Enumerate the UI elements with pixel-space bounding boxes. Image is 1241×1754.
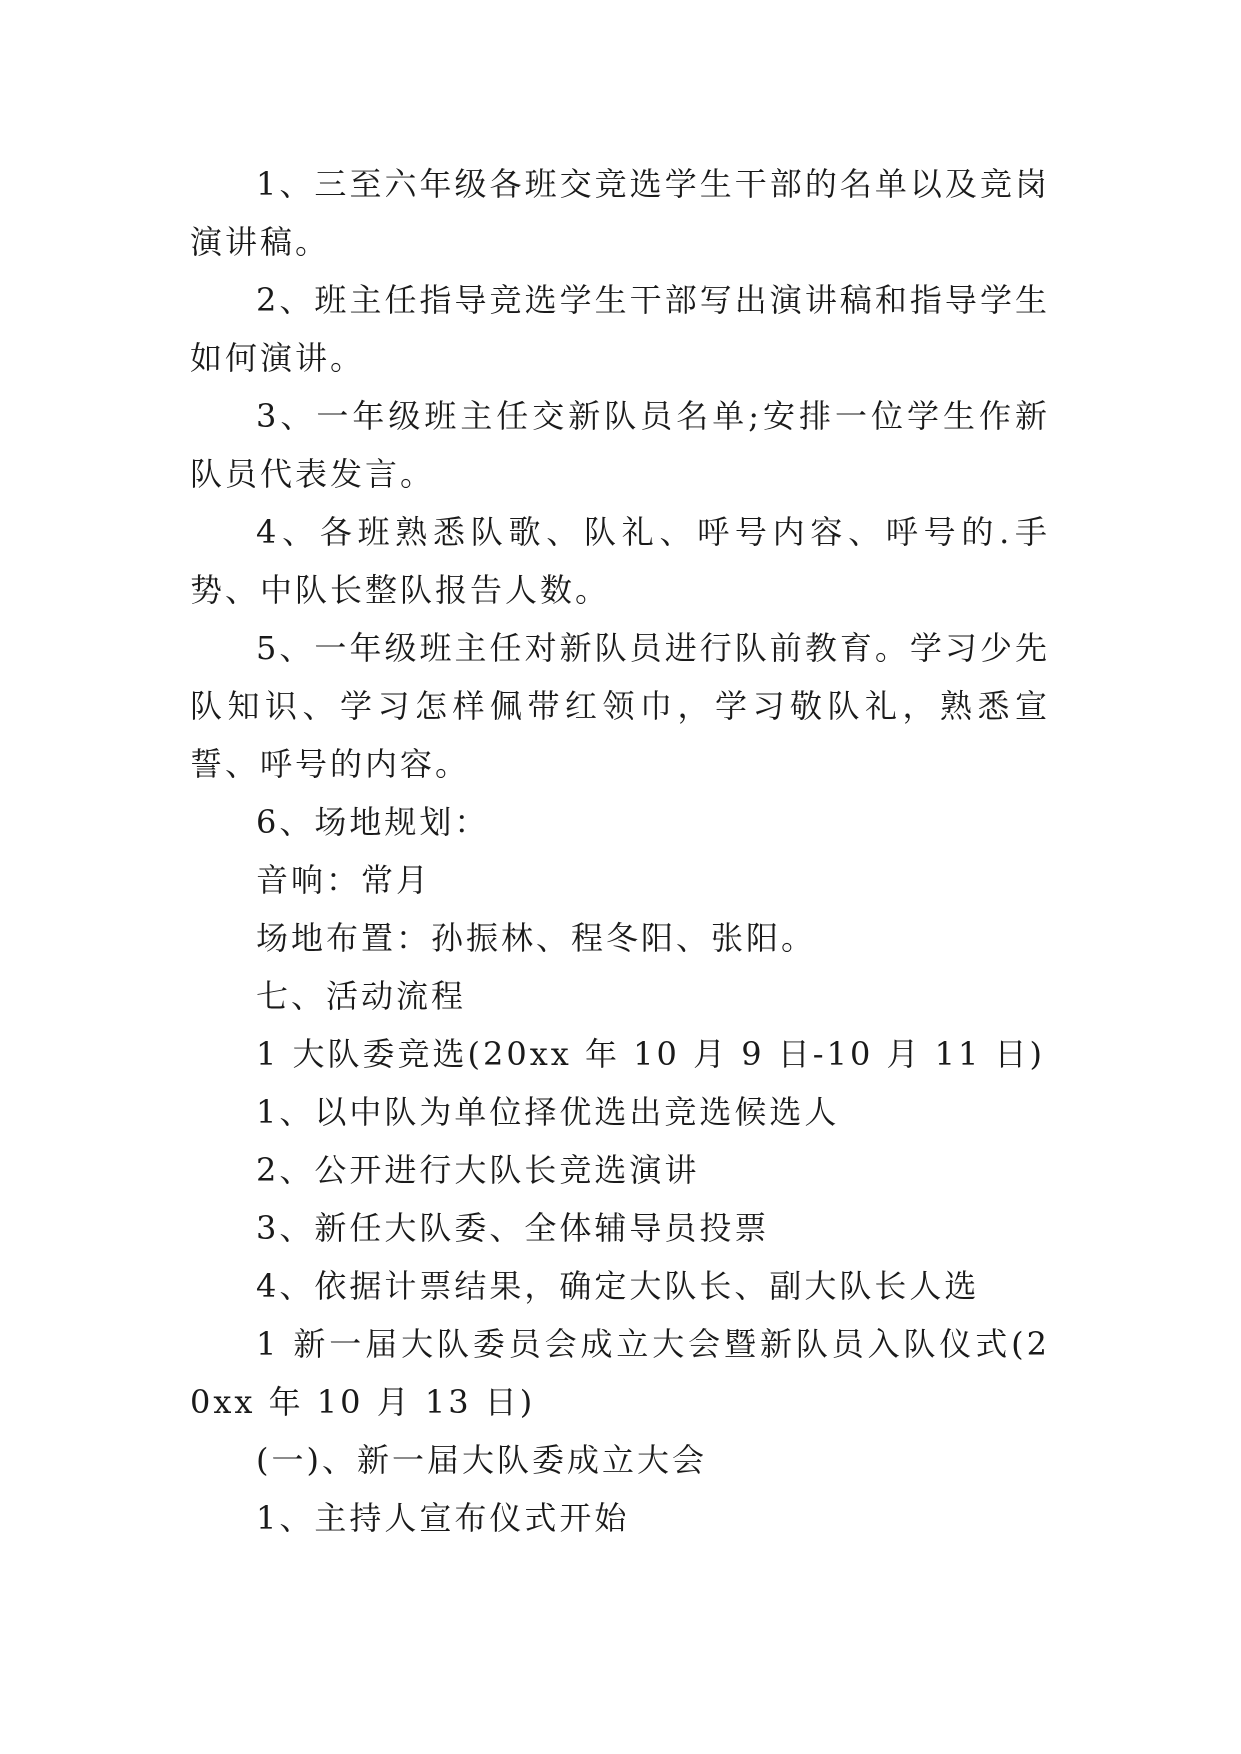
paragraph-16: (一)、新一届大队委成立大会 xyxy=(256,1441,707,1479)
paragraph-11: 1、以中队为单位择优选出竞选候选人 xyxy=(256,1093,840,1131)
section-heading: 七、活动流程 xyxy=(256,977,467,1015)
paragraph-8: 场地布置：孙振林、程冬阳、张阳。 xyxy=(256,919,817,957)
paragraph-17: 1、主持人宣布仪式开始 xyxy=(256,1499,630,1537)
paragraph-6: 6、场地规划： xyxy=(256,803,490,841)
paragraph-3: 3、一年级班主任交新队员名单;安排一位学生作新队员代表发言。 xyxy=(190,397,1050,493)
paragraph-13: 3、新任大队委、全体辅导员投票 xyxy=(256,1209,770,1247)
paragraph-7: 音响：常月 xyxy=(256,861,432,899)
paragraph-4: 4、各班熟悉队歌、队礼、呼号内容、呼号的.手势、中队长整队报告人数。 xyxy=(190,513,1050,609)
paragraph-5: 5、一年级班主任对新队员进行队前教育。学习少先队知识、学习怎样佩带红领巾，学习敬队礼，熟悉宣誓、呼号的内容。 xyxy=(190,629,1050,783)
paragraph-2: 2、班主任指导竞选学生干部写出演讲稿和指导学生如何演讲。 xyxy=(190,281,1050,377)
paragraph-1: 1、三至六年级各班交竞选学生干部的名单以及竞岗演讲稿。 xyxy=(190,165,1050,261)
document-body xyxy=(190,155,1050,1547)
paragraph-12: 2、公开进行大队长竞选演讲 xyxy=(256,1151,700,1189)
paragraph-10: 1 大队委竞选(20xx 年 10 月 9 日-10 月 11 日) xyxy=(256,1035,1046,1073)
paragraph-15: 1 新一届大队委员会成立大会暨新队员入队仪式(20xx 年 10 月 13 日) xyxy=(190,1325,1050,1421)
paragraph-14: 4、依据计票结果，确定大队长、副大队长人选 xyxy=(256,1267,980,1305)
